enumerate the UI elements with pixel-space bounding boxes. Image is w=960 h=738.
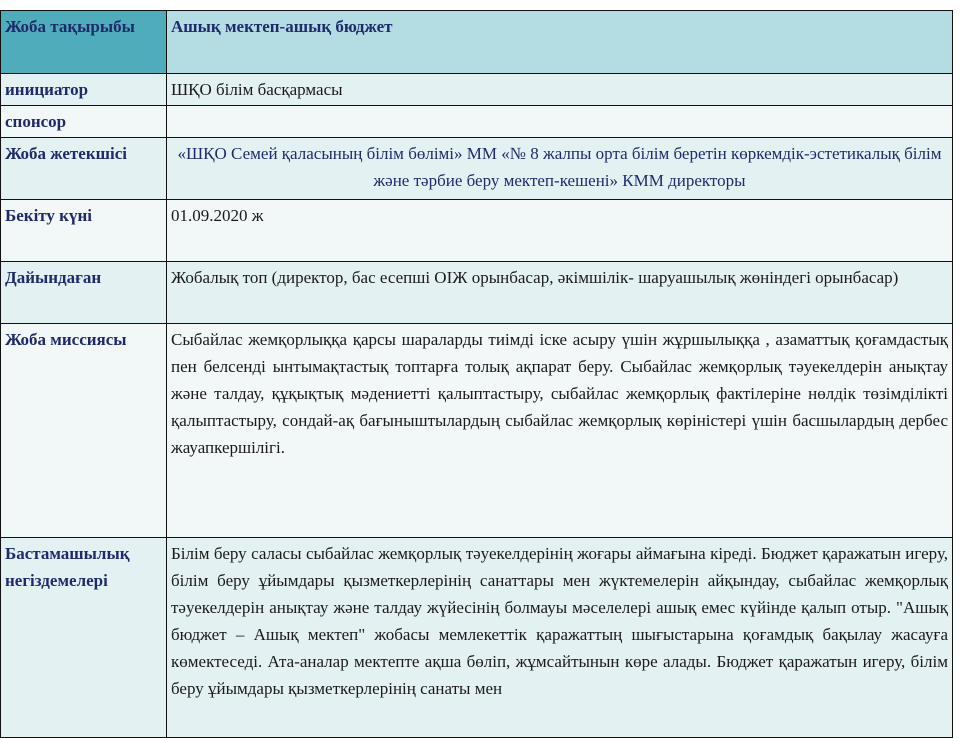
label-sponsor: спонсор (1, 106, 167, 138)
label-basis: Бастамашылық негіздемелері (1, 538, 167, 738)
value-approval: 01.09.2020 ж (167, 200, 953, 262)
label-prepared: Дайындаған (1, 262, 167, 324)
value-mission: Сыбайлас жемқорлыққа қарсы шараларды тиімді іске асыру үшін жұршылыққа , азаматтық қоғамдастық пен белсенді ынтымақтастық топтарға толық ақпарат беру. Сыбайлас жемқорлық тәуекелдерін анықтау және талдау, құқықтық мәдениетті қалыптастыру, сыбайлас жемқорлық фактілеріне нөлдік төзімділікті қалыптастыру, сондай-ақ бағыныштылардың сыбайлас жемқорлық көріністері үшін басшылардың дербес жауапкершілігі. (167, 324, 953, 538)
row-prepared (1, 262, 953, 324)
project-passport-table (0, 10, 953, 738)
value-sponsor (167, 106, 953, 138)
row-mission (1, 324, 953, 538)
row-sponsor (1, 106, 953, 138)
value-leader: «ШҚО Семей қаласының білім бөлімі» ММ «№ 8 жалпы орта білім беретін көркемдік-эстетикалық білім және тәрбие беру мектеп-кешені» КММ директоры (167, 138, 953, 200)
row-initiator (1, 74, 953, 106)
label-leader: Жоба жетекшісі (1, 138, 167, 200)
value-basis: Білім беру саласы сыбайлас жемқорлық тәуекелдерінің жоғары аймағына кіреді. Бюджет қаражатын игеру, білім беру ұйымдары қызметкерлерінің санаттары мен жүктемелерін айқындау, сыбайлас жемқорлық тәуекелдерін анықтау және талдау жүйесінің болмауы мәселелері ашық емес күйінде қалып отыр. "Ашық бюджет – Ашық мектеп" жобасы мемлекеттік қаражаттың шығыстарына қоғамдық бақылау жасауға көмектеседі. Ата-аналар мектепте ақша бөліп, жұмсайтынын көре алады. Бюджет қаражатын игеру, білім беру ұйымдары қызметкерлерінің санаты мен (167, 538, 953, 738)
row-leader (1, 138, 953, 200)
label-mission: Жоба миссиясы (1, 324, 167, 538)
row-basis (1, 538, 953, 738)
value-initiator: ШҚО білім басқармасы (167, 74, 953, 106)
value-prepared: Жобалық топ (директор, бас есепші ОІЖ орынбасар, әкімшілік- шаруашылық жөніндегі орынбасар) (167, 262, 953, 324)
label-approval: Бекіту күні (1, 200, 167, 262)
label-initiator: инициатор (1, 74, 167, 106)
label-topic: Жоба тақырыбы (1, 11, 167, 74)
value-topic: Ашық мектеп-ашық бюджет (167, 11, 953, 74)
row-topic (1, 11, 953, 74)
row-approval (1, 200, 953, 262)
